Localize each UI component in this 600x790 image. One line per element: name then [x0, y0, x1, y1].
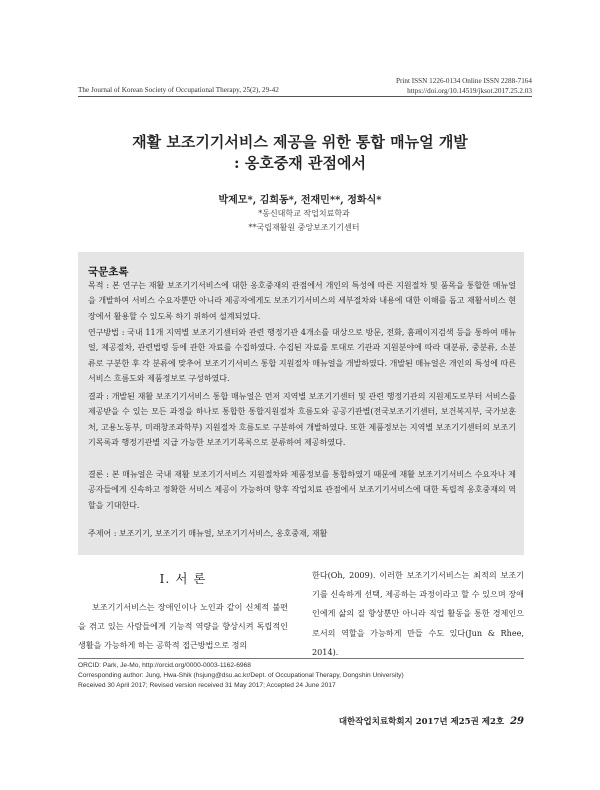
abstract-heading: 국문초록	[88, 266, 129, 278]
journal-citation: The Journal of Korean Society of Occupational Therapy, 25(2), 29-42	[78, 86, 279, 94]
orcid-footnote: ORCID: Park, Je-Mo, http://orcid.org/0000-0003-1162-6968	[78, 662, 251, 669]
affiliation-2: **국립재활원 중앙보조기기센터	[248, 223, 360, 232]
article-title: 재활 보조기기서비스 제공을 위한 통합 매뉴얼 개발	[132, 133, 468, 151]
body-left-column: 보조기기서비스는 장애인이나 노인과 같이 신체적 불편을 겪고 있는 사람들에게 기능적 역량을 향상시켜 독립적인 생활을 가능하게 하는 공학적 접근방법으로 정의	[78, 602, 288, 651]
issn-line: Print ISSN 1226-0134 Online ISSN 2288-7164	[396, 77, 532, 85]
corresponding-author-footnote: Corresponding author: Jung, Hwa-Shik (hsjung@dsu.ac.kr/Dept. of Occupational Therapy, Dongshin University)	[78, 672, 404, 679]
header-rule	[78, 96, 532, 97]
keywords: 주제어 : 보조기기, 보조기기 매뉴얼, 보조기기서비스, 옹호중재, 재활	[88, 529, 328, 538]
footnote-rule	[78, 658, 524, 659]
abstract-purpose: 목적 : 본 연구는 재활 보조기기서비스에 대한 옹호중재의 관점에서 개인의 특성에 따른 지원절차 및 품목을 통합한 매뉴얼을 개발하여 서비스 수요자뿐만 아니라 제공자에게도 보조기기서비스의 세부절차와 내용에 대한 이해를 돕고 재활서비스 현장에서 활용할 수 있도록 하기 위하여 설계되었다.	[88, 281, 516, 321]
doi-link[interactable]: https://doi.org/10.14519/jksot.2017.25.2.03	[407, 87, 532, 95]
page-footer	[339, 715, 524, 727]
section-heading: Ⅰ. 서 론	[159, 571, 207, 586]
received-dates-footnote: Received 30 April 2017; Revised version received 31 May 2017; Accepted 24 June 2017	[78, 682, 336, 689]
article-subtitle: : 옹호중재 관점에서	[234, 154, 366, 172]
abstract-conclusion: 결론 : 본 매뉴얼은 국내 재활 보조기기서비스 지원절차와 제품정보를 통합하였기 때문에 재활 보조기기서비스 수요자나 제공자들에게 신속하고 정확한 서비스 제공이 가능하며 향후 작업치료 관점에서 보조기기서비스에 대한 독립적 옹호중재의 역할을 기대한다.	[88, 470, 516, 510]
author-list: 박제모*, 김희동*, 전재민**, 정화식*	[218, 195, 382, 206]
body-right-column: 한다(Oh, 2009). 이러한 보조기기서비스는 최적의 보조기기를 신속하게 선택, 제공하는 과정이라고 할 수 있으며 장애인에게 삶의 질 향상뿐만 아니라 직업 활동을 통한 경제인으로서의 역할을 가능하게 만들 수도 있다(Jun & Rhee, 2014).	[312, 570, 524, 657]
abstract-methods: 연구방법 : 국내 11개 지역별 보조기기센터와 관련 행정기관 4개소를 대상으로 방문, 전화, 홈페이지검색 등을 통하여 매뉴얼, 제공절차, 관련법령 등에 관한 자료를 수집하였다. 수집된 자료를 토대로 기관과 지원분야에 따라 대분류, 중분류, 소분류로 구분한 후 각 분류에 맞추어 보조기기서비스 통합 지원절차 매뉴얼을 개발하였다. 개발된 매뉴얼은 개인의 특성에 따른 서비스 흐름도와 제품정보로 구성하였다.	[88, 328, 516, 384]
footer-journal: 대한작업치료학회지 2017년 제25권 제2호	[338, 717, 505, 727]
affiliation-1: *동신대학교 작업치료학과	[258, 209, 350, 218]
abstract-results: 결과 : 개발된 재활 보조기기서비스 통합 매뉴얼은 먼저 지역별 보조기기센터 및 관련 행정기관의 지원제도로부터 서비스를 제공받을 수 있는 모든 과정을 하나로 통합한 통합지원절차 흐름도와 공공기관별(전국보조기기센터, 보건복지부, 국가보훈처, 고용노동부, 미래창조과학부) 지원절차 흐름도로 구분하여 개발하였다. 또한 제품정보는 지역별 보조기기센터의 보조기기목록과 행정기관별 지급 가능한 보조기기목록으로 분류하여 제공하였다.	[88, 392, 516, 448]
page-number: 29	[510, 716, 524, 727]
